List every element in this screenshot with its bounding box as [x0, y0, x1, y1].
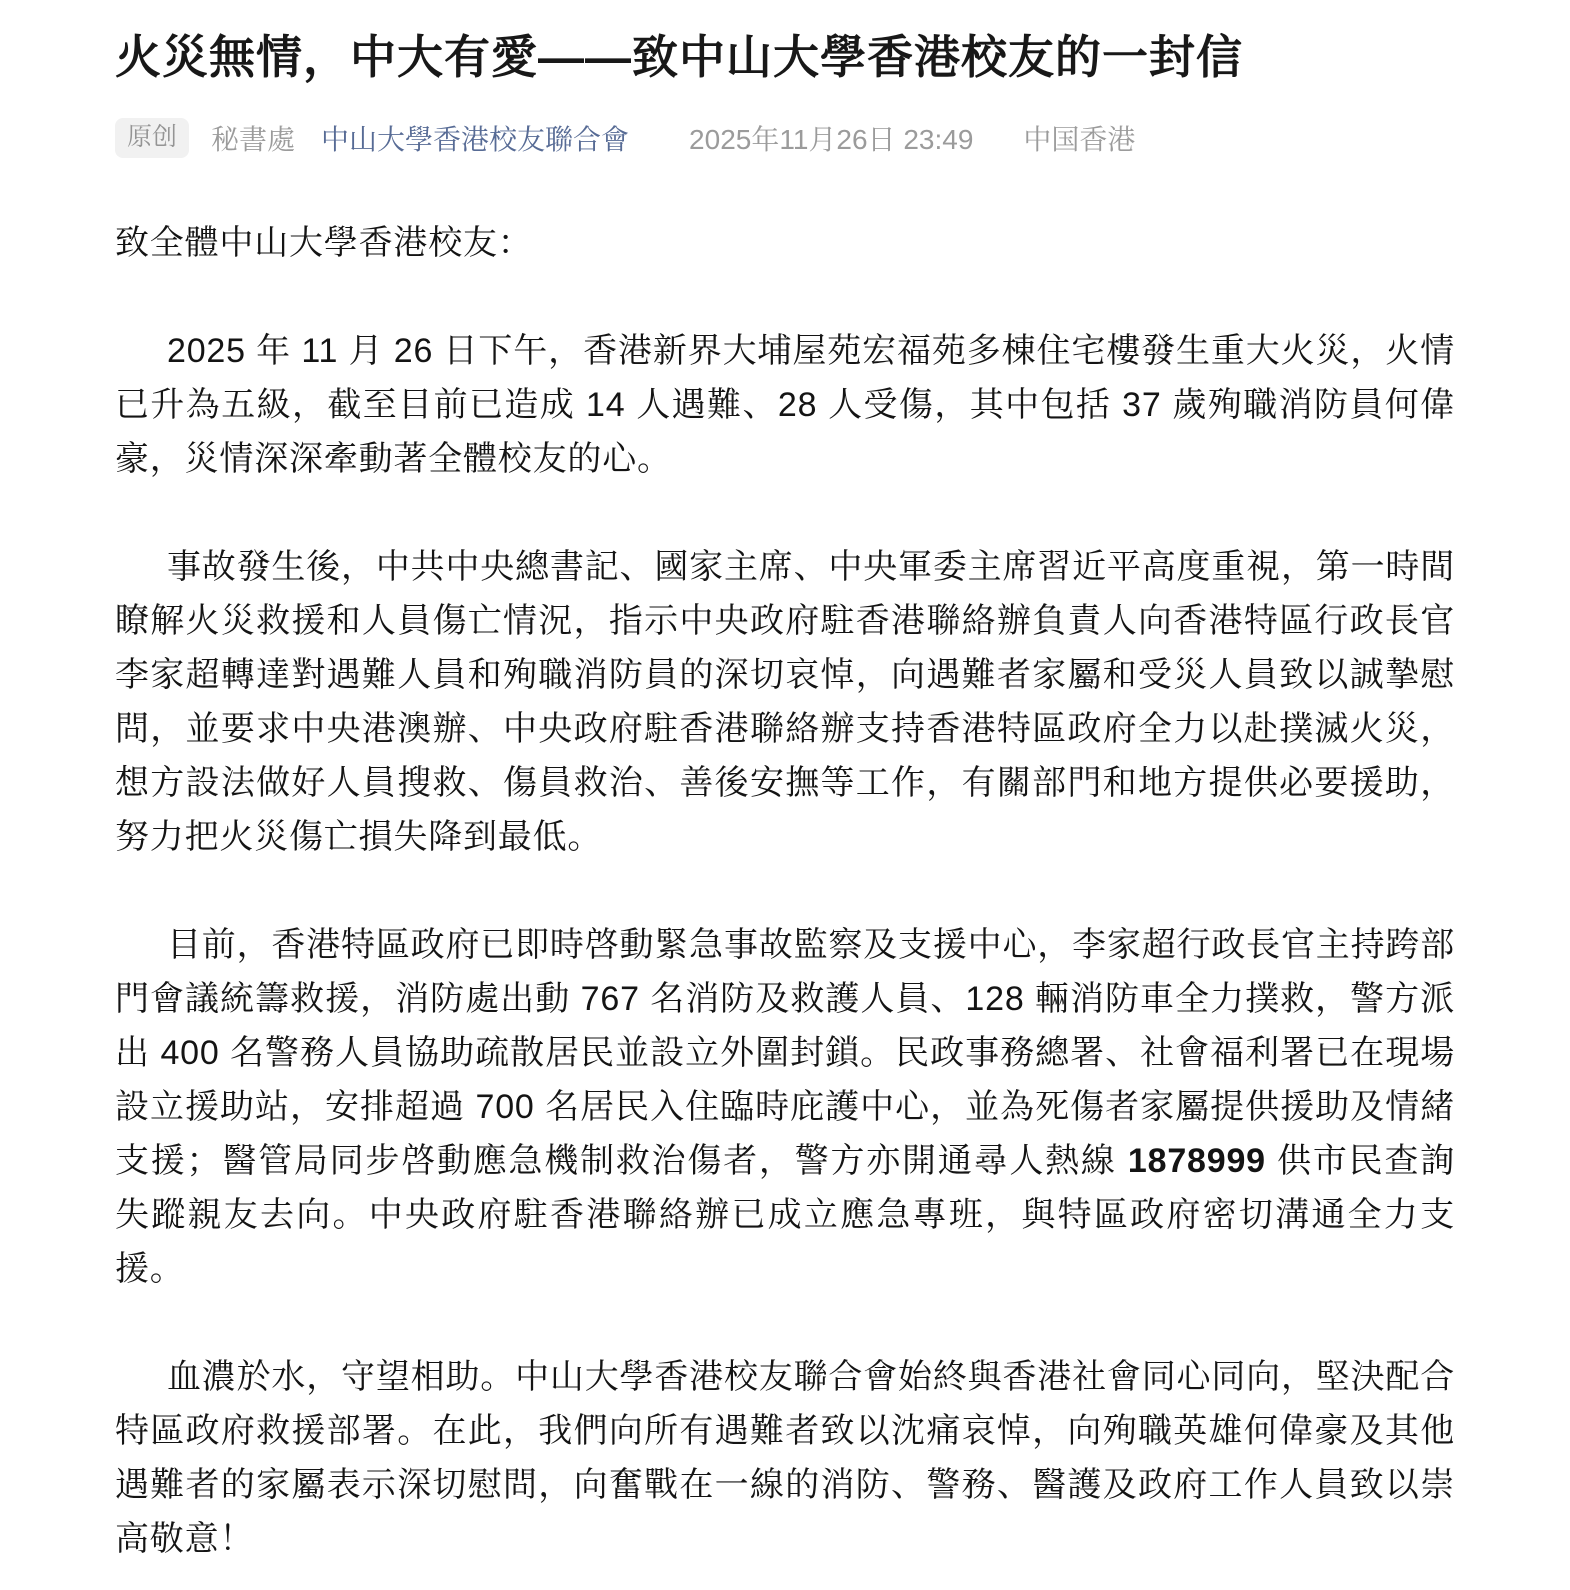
hotline-number: 1878999: [1127, 1142, 1266, 1180]
paragraph-incident: 2025 年 11 月 26 日下午，香港新界大埔屋苑宏福苑多棟住宅樓發生重大火災，火情已升為五級，截至目前已造成 14 人遇難、28 人受傷，其中包括 37 歲殉職消防員何偉豪，災情深深牽動著全體校友的心。: [115, 332, 1455, 478]
original-badge: 原创: [115, 118, 189, 158]
paragraph-text-before-hotline: 目前，香港特區政府已即時啓動緊急事故監察及支援中心，李家超行政長官主持跨部門會議統籌救援，消防處出動 767 名消防及救護人員、128 輛消防車全力撲救，警方派出 400 名警務人員協助疏散居民並設立外圍封鎖。民政事務總署、社會福利署已在現場設立援助站，安排超過 700 名居民入住臨時庇護中心，並為死傷者家屬提供援助及情緒支援；醫管局同步啓動應急機制救治傷者，警方亦開通尋人熱線: [115, 926, 1455, 1180]
account-link[interactable]: 中山大學香港校友聯合會: [321, 124, 630, 155]
article-body: [115, 216, 1455, 1566]
publish-location: 中国香港: [1023, 124, 1136, 155]
paragraph-text-after-hotline: 供市民查詢失蹤親友去向。中央政府駐香港聯絡辦已成立應急專班，與特區政府密切溝通全力支援。: [115, 1142, 1455, 1288]
paragraph-condolences: 血濃於水，守望相助。中山大學香港校友聯合會始終與香港社會同心同向，堅決配合特區政府救援部署。在此，我們向所有遇難者致以沈痛哀悼，向殉職英雄何偉豪及其他遇難者的家屬表示深切慰問，向奮戰在一線的消防、警務、醫護及政府工作人員致以崇高敬意！: [115, 1358, 1455, 1558]
author-name: 秘書處: [211, 124, 296, 155]
publish-datetime: 2025年11月26日 23:49: [689, 124, 974, 155]
paragraph-central-response: 事故發生後，中共中央總書記、國家主席、中央軍委主席習近平高度重視，第一時間瞭解火災救援和人員傷亡情況，指示中央政府駐香港聯絡辦負責人向香港特區行政長官李家超轉達對遇難人員和殉職消防員的深切哀悼，向遇難者家屬和受災人員致以誠摯慰問，並要求中央港澳辦、中央政府駐香港聯絡辦支持香港特區政府全力以赴撲滅火災，想方設法做好人員搜救、傷員救治、善後安撫等工作，有關部門和地方提供必要援助，努力把火災傷亡損失降到最低。: [115, 548, 1455, 856]
paragraph-hk-government-response: [115, 918, 1455, 1296]
salutation: 致全體中山大學香港校友：: [115, 224, 533, 262]
article-title: 火災無情，中大有愛——致中山大學香港校友的一封信: [115, 31, 1243, 83]
article-meta: [115, 118, 1455, 158]
